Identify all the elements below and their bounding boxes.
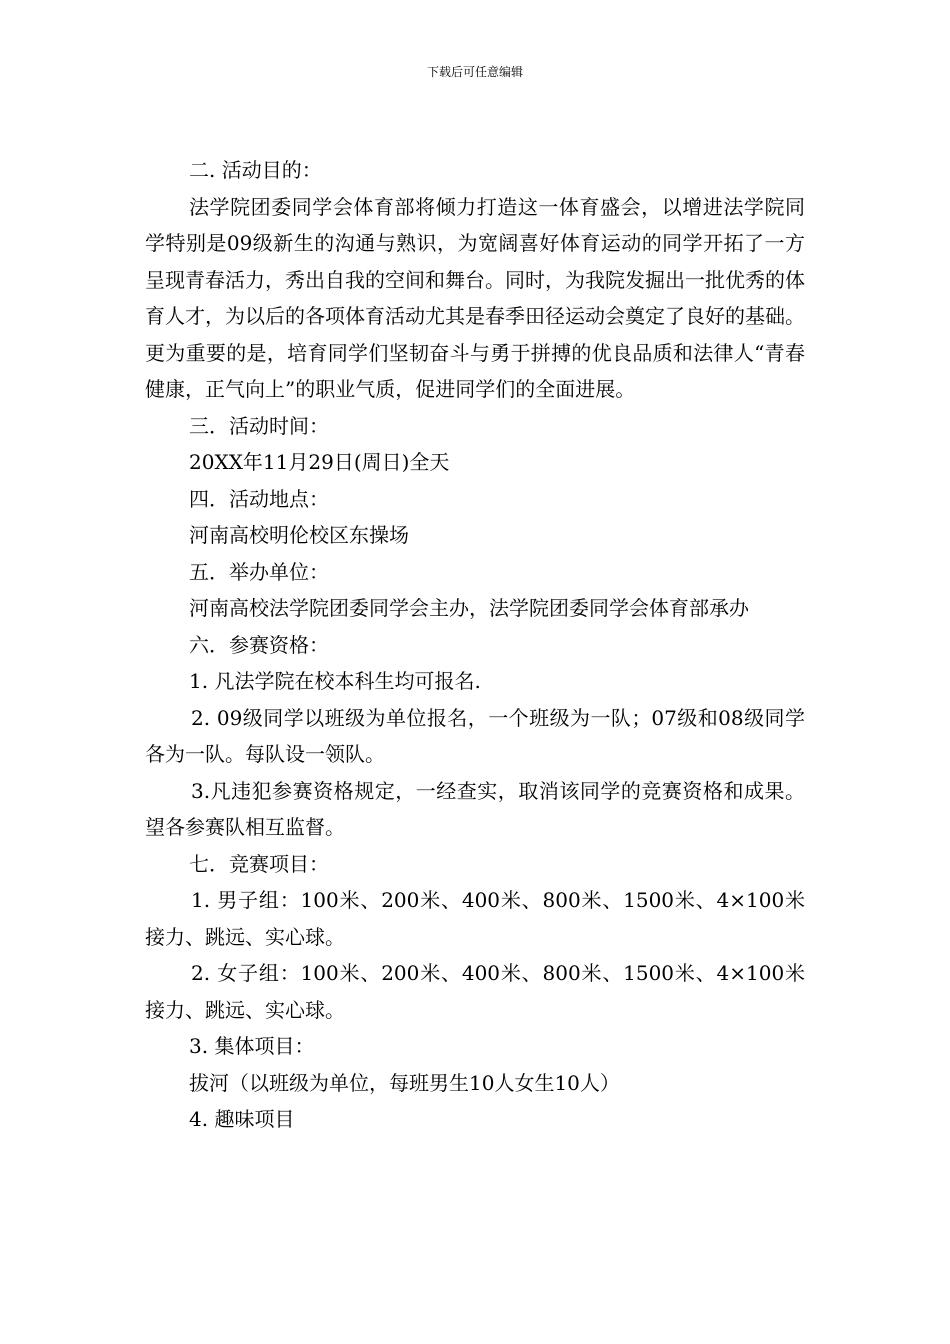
eligibility-item-3: 3.凡违犯参赛资格规定，一经查实，取消该同学的竞赛资格和成果。望各参赛队相互监督。 xyxy=(145,778,805,839)
events-item-men: 1. 男子组：100米、200米、400米、800米、1500米、4×100米接力、跳远、实心球。 xyxy=(145,888,805,949)
events-item-women: 2. 女子组：100米、200米、400米、800米、1500米、4×100米接力、跳远、实心球。 xyxy=(145,961,805,1022)
paragraph-organizer: 河南高校法学院团委同学会主办，法学院团委同学会体育部承办 xyxy=(189,596,749,620)
events-tug-of-war: 拔河（以班级为单位，每班男生10人女生10人） xyxy=(189,1070,620,1095)
heading-organizer: 五．举办单位： xyxy=(189,559,329,584)
events-item-fun: 4. 趣味项目 xyxy=(189,1107,295,1131)
eligibility-item-1: 1. 凡法学院在校本科生均可报名. xyxy=(189,669,481,693)
eligibility-item-2: 2. 09级同学以班级为单位报名，一个班级为一队；07级和08级同学各为一队。每队设一领队。 xyxy=(145,705,805,766)
paragraph-objective: 法学院团委同学会体育部将倾力打造这一体育盛会，以增进法学院同学特别是09级新生的沟通与熟识，为宽阔喜好体育运动的同学开拓了一方呈现青春活力，秀出自我的空间和舞台。同时，为我院发掘出一批优秀的体育人才，为以后的各项体育活动尤其是春季田径运动会奠定了良好的基础。更为重要的是，培育同学们坚韧奋斗与勇于拼搏的优良品质和法律人“青春健康，正气向上”的职业气质，促进同学们的全面进展。 xyxy=(145,194,805,401)
heading-location: 四．活动地点： xyxy=(189,486,329,511)
page-header: 下载后可任意编辑 xyxy=(426,65,523,79)
heading-time: 三．活动时间： xyxy=(189,413,329,438)
heading-eligibility: 六．参赛资格： xyxy=(189,632,329,657)
paragraph-location: 河南高校明伦校区东操场 xyxy=(189,523,409,547)
paragraph-time: 20XX年11月29日(周日)全天 xyxy=(189,450,450,474)
heading-events: 七．竞赛项目： xyxy=(189,851,329,876)
document-body xyxy=(145,152,805,1138)
events-item-group: 3. 集体项目： xyxy=(189,1034,315,1058)
heading-objective: 二. 活动目的： xyxy=(189,158,322,182)
